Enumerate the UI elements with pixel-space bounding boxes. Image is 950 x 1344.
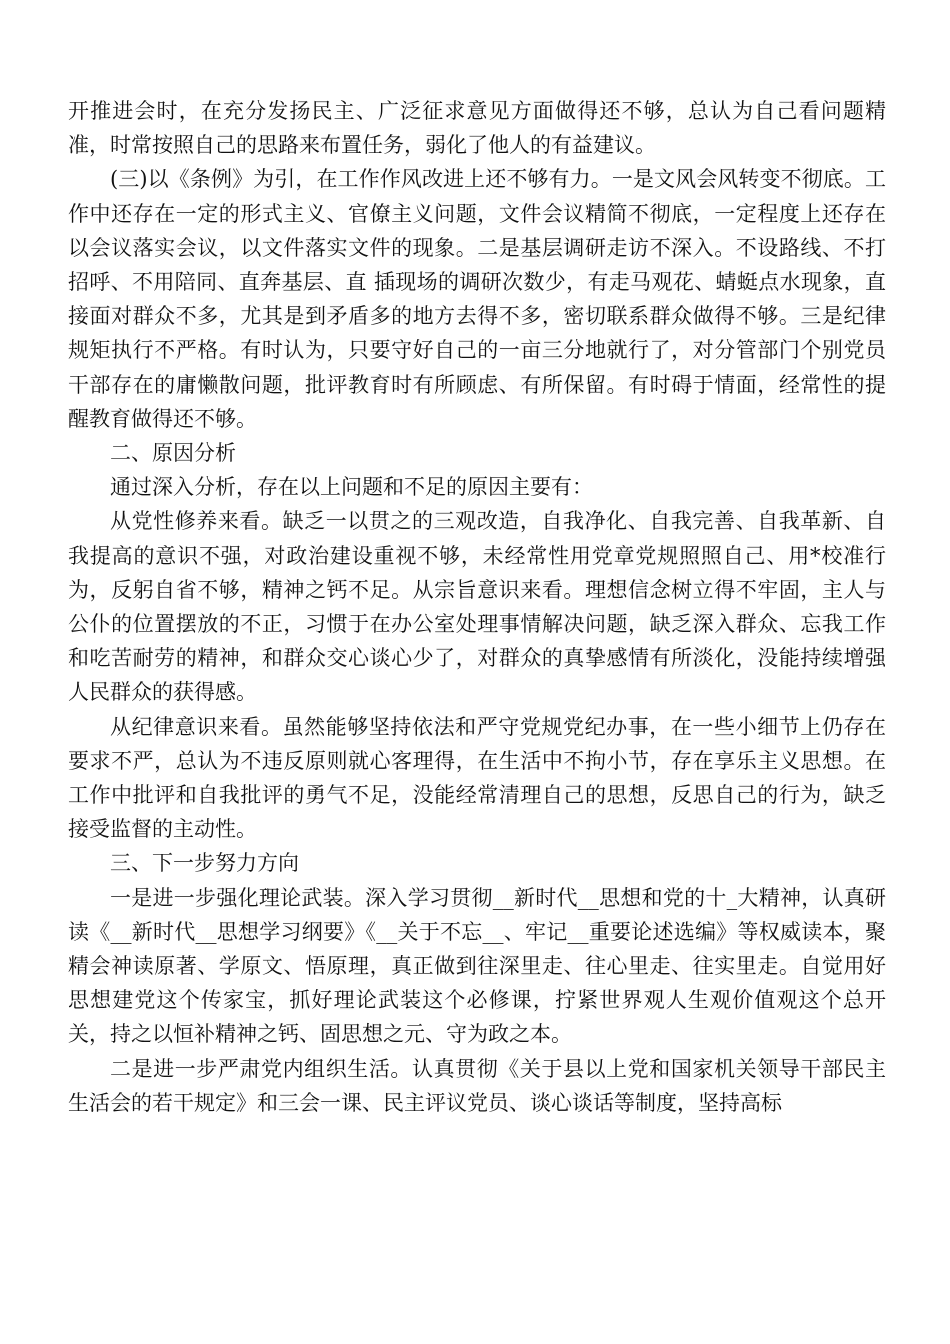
paragraph-theory-study: 一是进一步强化理论武装。深入学习贯彻__新时代__思想和党的十_大精神，认真研读《__新时代__思想学习纲要》《__关于不忘__、牢记__重要论述选编》等权威读本，聚精会神读原著、学原文、悟原理，真正做到往深里走、往心里走、往实里走。自觉用好思想建党这个传家宝，抓好理论武装这个必修课，拧紧世界观人生观价值观这个总开关，持之以恒补精神之钙、固思想之元、守为政之本。	[68, 885, 886, 1047]
document-page	[68, 94, 886, 1120]
paragraph-continuation: 开推进会时，在充分发扬民主、广泛征求意见方面做得还不够，总认为自己看问题精准，时常按照自己的思路来布置任务，弱化了他人的有益建议。	[68, 99, 886, 158]
paragraph-party-spirit: 从党性修养来看。缺乏一以贯之的三观改造，自我净化、自我完善、自我革新、自我提高的意识不强，对政治建设重视不够，未经常性用党章党规照照自己、用*校准行为，反躬自省不够，精神之钙不足。从宗旨意识来看。理想信念树立得不牢固，主人与公仆的位置摆放的不正，习惯于在办公室处理事情解决问题，缺乏深入群众、忘我工作和吃苦耐劳的精神，和群众交心谈心少了，对群众的真挚感情有所淡化，没能持续增强人民群众的获得感。	[68, 509, 886, 705]
paragraph-discipline: 从纪律意识来看。虽然能够坚持依法和严守党规党纪办事，在一些小细节上仍存在要求不严，总认为不违反原则就心客理得，在生活中不拘小节，存在享乐主义思想。在工作中批评和自我批评的勇气不足，没能经常清理自己的思想，反思自己的行为，缺乏接受监督的主动性。	[68, 714, 886, 842]
paragraph-organization-life: 二是进一步严肃党内组织生活。认真贯彻《关于县以上党和国家机关领导干部民主生活会的若干规定》和三会一课、民主评议党员、谈心谈话等制度，坚持高标	[68, 1056, 886, 1115]
paragraph-work-style: (三)以《条例》为引，在工作作风改进上还不够有力。一是文风会风转变不彻底。工作中还存在一定的形式主义、官僚主义问题，文件会议精简不彻底，一定程度上还存在以会议落实会议，以文件落实文件的现象。二是基层调研走访不深入。不设路线、不打招呼、不用陪同、直奔基层、直 插现场的调研次数少，有走马观花、蜻蜓点水现象，直接面对群众不多，尤其是到矛盾多的地方去得不多，密切联系群众做得不够。三是纪律规矩执行不严格。有时认为，只要守好自己的一亩三分地就行了，对分管部门个别党员干部存在的庸懒散问题，批评教育时有所顾虑、有所保留。有时碍于情面，经常性的提醒教育做得还不够。	[68, 167, 886, 431]
paragraph-analysis-intro: 通过深入分析，存在以上问题和不足的原因主要有：	[110, 475, 593, 500]
section-heading-next-steps: 三、下一步努力方向	[110, 851, 299, 876]
section-heading-cause-analysis: 二、原因分析	[110, 441, 236, 466]
